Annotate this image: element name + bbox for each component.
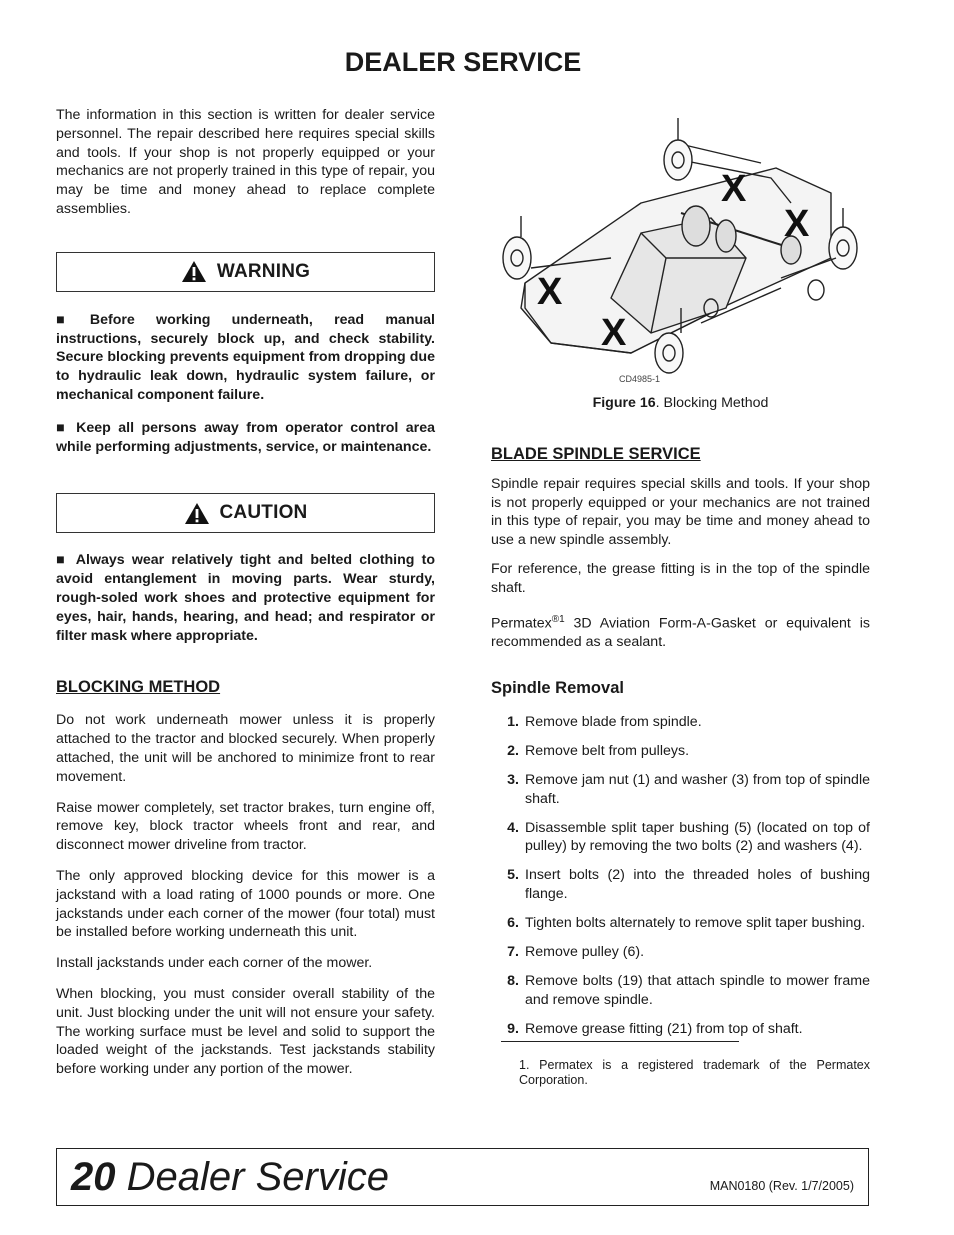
blocking-paragraph: When blocking, you must consider overall stability of the unit. Just blocking under the unit will not ensure your safety. The working surface must be level and solid to support the loaded weight of the jackstands. Test jackstands stability before working under any portion of the mower. [56,985,435,1078]
list-item: 7. Remove pulley (6). [507,944,645,961]
page-number: 20 [71,1155,116,1199]
list-item: 1. Remove blade from spindle. [507,713,702,730]
blocking-point-marker: X [721,168,747,210]
blocking-paragraph: Raise mower completely, set tractor brakes, turn engine off, remove key, block tractor wheels front and rear, and disconnect mower driveline from tractor. [56,799,435,854]
caution-banner [56,493,435,533]
warning-triangle-icon [184,502,210,525]
mower-illustration [491,108,870,378]
spindle-paragraph: Spindle repair requires special skills and tools. If your shop is not properly equipped or your mechanics are not trained in this type of repair, you may be time and money ahead to use a new spindle assembly. [491,475,870,549]
mower-blocking-figure [491,108,870,388]
blocking-paragraph: Do not work underneath mower unless it is properly attached to the tractor and blocked securely. When properly attached, the unit will be anchored to minimize front to rear movement. [56,712,435,785]
footnote-rule [501,1041,739,1042]
spindle-removal-heading: Spindle Removal [491,678,624,697]
right-column [491,108,870,1089]
warning-bullet: ■ Keep all persons away from operator control area while performing adjustments, service, or maintenance. [56,419,435,455]
left-column [56,106,435,1079]
bullet-square-icon: ■ [56,311,82,328]
list-item: 2. Remove belt from pulleys. [507,742,690,759]
caution-bullet: ■ Always wear relatively tight and belted clothing to avoid entanglement in moving parts. Wear sturdy, rough-soled work shoes and protective equipment for eyes, hair, hands, hearing, and head; and respirator or filter mask where appropriate. [56,552,435,644]
blocking-point-marker: X [784,203,810,245]
page-footer [56,1148,869,1206]
bullet-square-icon: ■ [56,419,69,436]
list-item: 5. Insert bolts (2) into the threaded holes of bushing flange. [507,867,870,903]
warning-banner [56,252,435,292]
blocking-point-marker: X [537,271,563,313]
warning-label: WARNING [216,260,311,282]
blocking-paragraph: Install jackstands under each corner of the mower. [56,955,373,972]
footer-section-name: Dealer Service [126,1155,389,1199]
list-item: 3. Remove jam nut (1) and washer (3) from top of spindle shaft. [507,771,870,807]
list-item: 6. Tighten bolts alternately to remove split taper bushing. [507,915,866,932]
list-item: 9. Remove grease fitting (21) from top of shaft. [507,1020,803,1037]
spindle-removal-steps [491,713,870,1039]
bullet-square-icon: ■ [56,552,68,569]
list-item: 4. Disassemble split taper bushing (5) (located on top of pulley) by removing the two bolts (2) and washers (4). [507,819,870,855]
figure-caption: Figure 16. Blocking Method [592,395,769,411]
revision-label: MAN0180 (Rev. 1/7/2005) [709,1179,854,1193]
blocking-point-marker: X [601,312,627,354]
list-item: 8. Remove bolts (19) that attach spindle to mower frame and remove spindle. [507,973,870,1008]
page-title: DEALER SERVICE [344,47,582,77]
figure-id-label: CD4985-1 [619,374,661,384]
blocking-method-heading: BLOCKING METHOD [56,678,221,697]
caution-label: CAUTION [219,502,308,524]
footer-title [71,1155,389,1200]
blocking-paragraph: The only approved blocking device for this mower is a jackstand with a load rating of 1000 pounds or more. One jackstands under each corner of the mower (four total) must be installed before working underneath this unit. [56,867,435,941]
spindle-paragraph: For reference, the grease fitting is in the top of the spindle shaft. [491,560,870,596]
intro-paragraph: The information in this section is written for dealer service personnel. The repair described here requires special skills and tools. If your shop is not properly equipped or your mechanics are not properly trained in this type of repair, you may be time and money ahead to replace complete assemblies. [56,107,435,217]
blade-spindle-heading: BLADE SPINDLE SERVICE [491,444,701,463]
warning-triangle-icon [181,260,207,283]
footnote: 1. Permatex is a registered trademark of the Permatex Corporation. [519,1057,870,1088]
sealant-paragraph: Permatex$^{®1}$ 3D Aviation Form-A-Gasket or equivalent is recommended as a sealant. [491,613,870,651]
warning-bullet: ■ Before working underneath, read manual instructions, securely block up, and check stability. Secure blocking prevents equipment from dropping due to hydraulic leak down, hydraulic system failure, or mechanical component failure. [56,311,435,403]
